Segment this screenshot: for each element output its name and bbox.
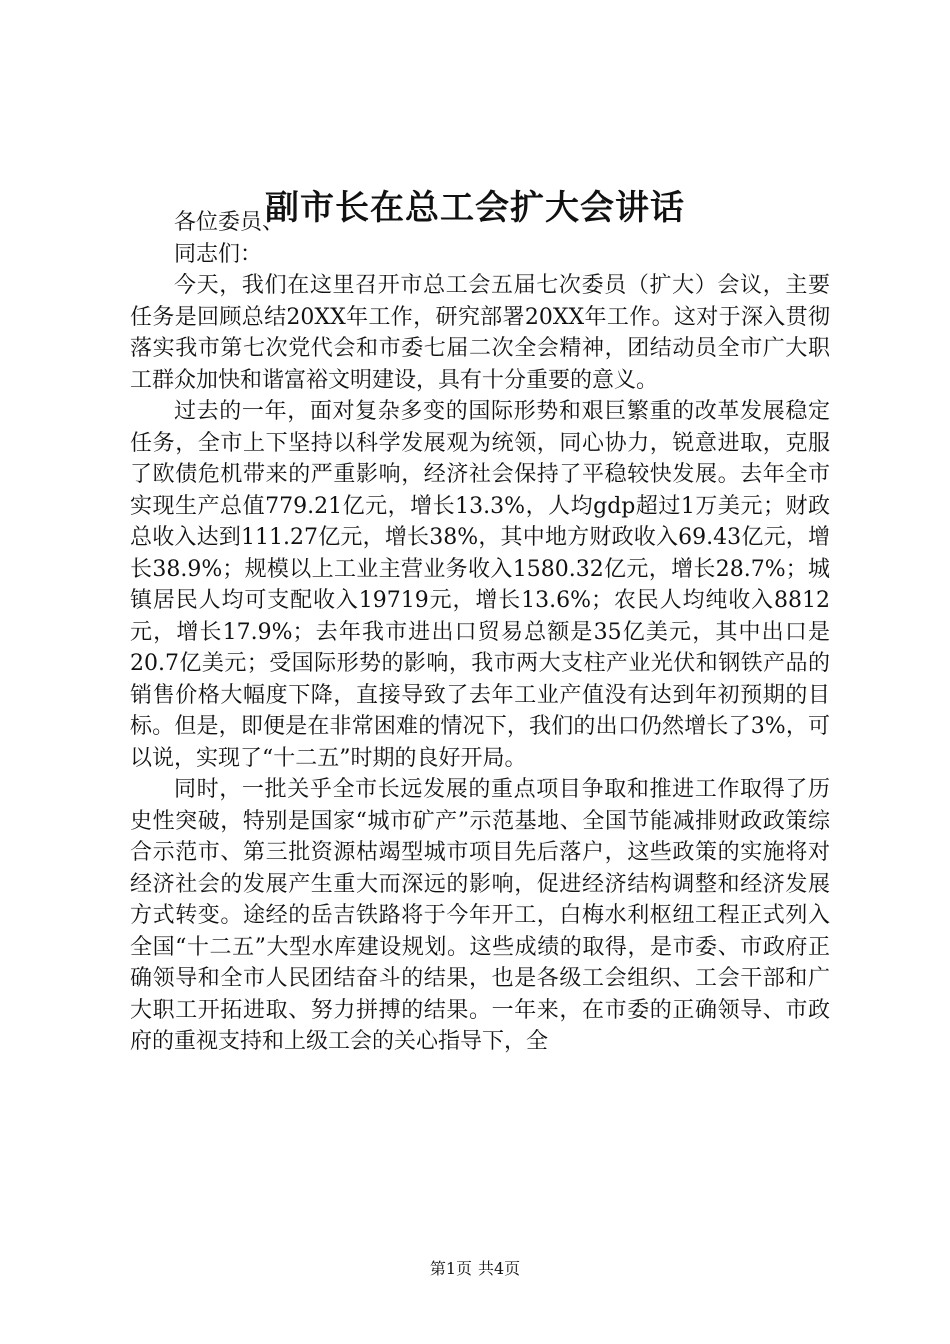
page-number: 第1页 [429, 1259, 472, 1278]
salutation-line: 同志们： [174, 241, 263, 267]
page-total: 共4页 [478, 1259, 521, 1278]
document-body [130, 207, 830, 1058]
paragraph: 过去的一年，面对复杂多变的国际形势和艰巨繁重的改革发展稳定任务，全市上下坚持以科学发展观为统领，同心协力，锐意进取，克服了欧债危机带来的严重影响，经济社会保持了平稳较快发展。去年全市实现生产总值779.21亿元，增长13.3%，人均gdp超过1万美元；财政总收入达到111.27亿元，增长38%，其中地方财政收入69.43亿元，增长38.9%；规模以上工业主营业务收入1580.32亿元，增长28.7%；城镇居民人均可支配收入19719元，增长13.6%；农民人均纯收入8812元，增长17.9%；去年我市进出口贸易总额是35亿美元，其中出口是20.7亿美元；受国际形势的影响，我市两大支柱产业光伏和钢铁产品的销售价格大幅度下降，直接导致了去年工业产值没有达到年初预期的目标。但是，即便是在非常困难的情况下，我们的出口仍然增长了3%，可以说，实现了“十二五”时期的良好开局。 [130, 399, 830, 771]
salutation-line: 各位委员、 [174, 210, 285, 235]
document-title: 副市长在总工会扩大会讲话 [265, 188, 685, 228]
paragraph: 同时，一批关乎全市长远发展的重点项目争取和推进工作取得了历史性突破，特别是国家“城市矿产”示范基地、全国节能减排财政政策综合示范市、第三批资源枯竭型城市项目先后落户，这些政策的实施将对经济社会的发展产生重大而深远的影响，促进经济结构调整和经济发展方式转变。途经的岳吉铁路将于今年开工，白梅水利枢纽工程正式列入全国“十二五”大型水库建设规划。这些成绩的取得，是市委、市政府正确领导和全市人民团结奋斗的结果，也是各级工会组织、工会干部和广大职工开拓进取、努力拼搏的结果。一年来，在市委的正确领导、市政府的重视支持和上级工会的关心指导下，全 [130, 777, 830, 1054]
page-footer [0, 1258, 950, 1280]
paragraph: 今天，我们在这里召开市总工会五届七次委员（扩大）会议，主要任务是回顾总结20XX年工作，研究部署20XX年工作。这对于深入贯彻落实我市第七次党代会和市委七届二次全会精神，团结动员全市广大职工群众加快和谐富裕文明建设，具有十分重要的意义。 [130, 273, 830, 393]
